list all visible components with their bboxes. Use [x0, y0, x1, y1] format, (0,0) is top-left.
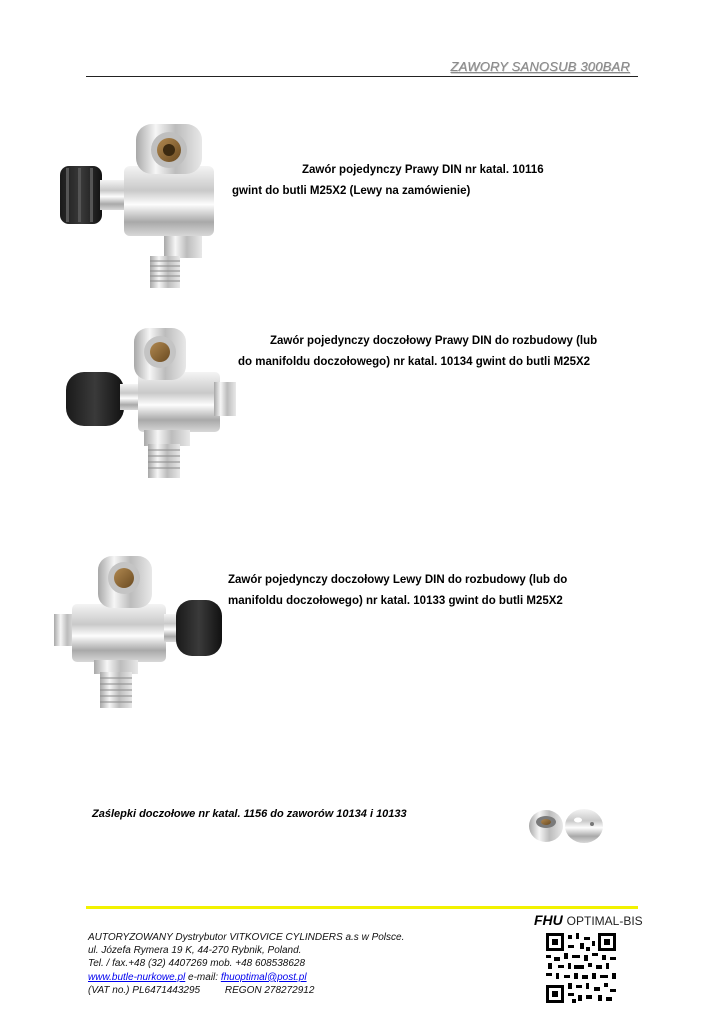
brand-name: FHU: [534, 912, 563, 928]
email-label: e-mail:: [185, 971, 221, 983]
product-line: Zawór pojedynczy doczołowy Prawy DIN do rozbudowy (lub: [270, 335, 598, 347]
product-line: gwint do butli M25X2 (Lewy na zamówienie): [232, 185, 471, 197]
product-line: manifoldu doczołowego) nr katal. 10133 gwint do butli M25X2: [228, 595, 563, 607]
product-description: [232, 160, 672, 202]
qr-code-icon: [546, 933, 616, 1003]
contact-line: ul. Józefa Rymera 19 K, 44-270 Rybnik, Poland.: [88, 945, 302, 957]
plugs-description: Zaślepki doczołowe nr katal. 1156 do zaworów 10134 i 10133: [92, 808, 407, 820]
contact-line: Tel. / fax.+48 (32) 4407269 mob. +48 608538628: [88, 958, 306, 970]
din-valve-right-manifold-icon: [64, 322, 240, 482]
product-line: Zawór pojedynczy doczołowy Lewy DIN do rozbudowy (lub do: [228, 574, 568, 586]
din-valve-right-icon: [54, 118, 224, 293]
product-description: [228, 570, 668, 612]
website-link[interactable]: www.butle-nurkowe.pl: [88, 971, 186, 983]
vat-number: (VAT no.) PL6471443295: [88, 984, 201, 996]
footer-divider: [86, 906, 638, 909]
contact-line: [88, 971, 404, 984]
brand-suffix: OPTIMAL-BIS: [566, 914, 643, 928]
company-contact: [88, 931, 404, 997]
company-brand: [534, 912, 643, 928]
end-plugs-icon: [526, 806, 606, 846]
email-link[interactable]: fhuoptimal@post.pl: [220, 971, 307, 983]
din-valve-left-manifold-icon: [52, 550, 224, 712]
product-description: [238, 331, 678, 373]
contact-line: AUTORYZOWANY Dystrybutor VITKOVICE CYLINDERS a.s w Polsce.: [88, 932, 405, 943]
regon-number: REGON 278272912: [224, 984, 315, 996]
product-line: Zawór pojedynczy Prawy DIN nr katal. 10116: [302, 164, 544, 176]
page-title: ZAWORY SANOSUB 300BAR: [450, 59, 630, 74]
contact-line: [88, 984, 404, 997]
header-divider: [86, 76, 638, 77]
product-line: do manifoldu doczołowego) nr katal. 10134 gwint do butli M25X2: [238, 356, 591, 368]
